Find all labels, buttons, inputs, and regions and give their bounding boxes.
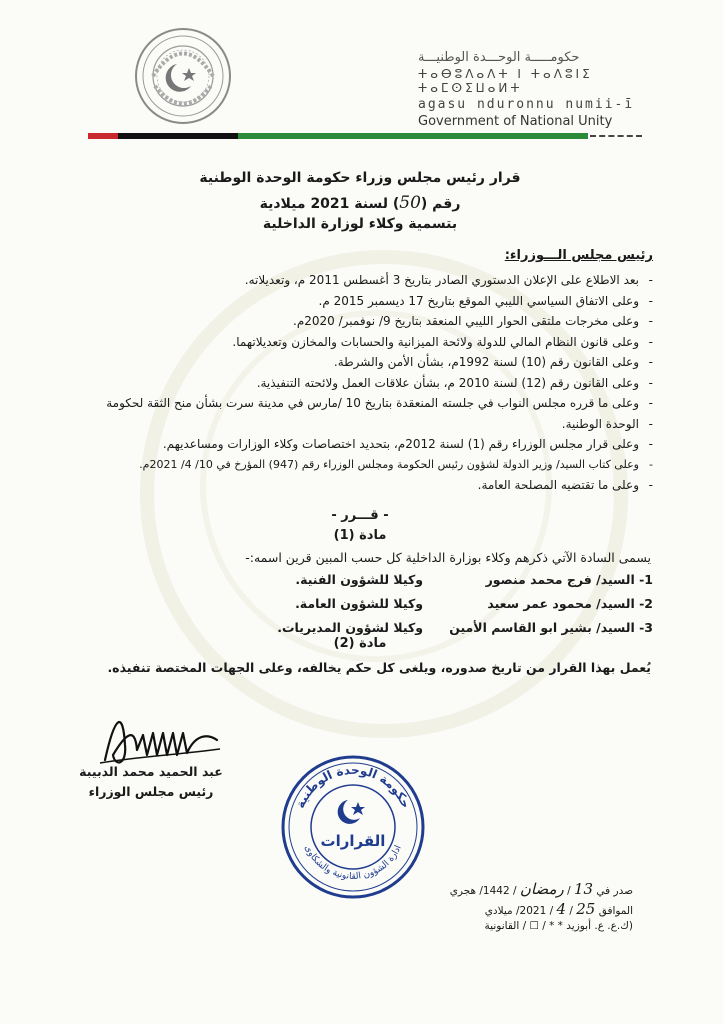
preamble-clause: - بعد الاطلاع على الإعلان الدستوري الصادر بتاريخ 3 أغسطس 2011 م، وتعديلاته.: [73, 270, 653, 291]
flag-color-bar: [88, 133, 588, 139]
preamble-clause: - وعلى مخرجات ملتقى الحوار الليبي المنعقد بتاريخ 9/ نوفمبر/ 2020م.: [73, 311, 653, 332]
preamble-clause-list: [73, 270, 653, 496]
appointee-name: 3- السيد/ بشير ابو القاسم الأمين: [449, 620, 653, 635]
preamble-clause: - وعلى ما قرره مجلس النواب في جلسته المنعقدة بتاريخ 10 /مارس في مدينة سرت بشأن منح الثقة لحكومة: [73, 393, 653, 414]
article-2-title: مادة (2): [333, 636, 387, 651]
government-name-english: Government of National Unity: [418, 114, 613, 129]
greg-month: 4: [556, 900, 567, 918]
stamp-bottom-text: ادارة الشؤون القانونية والشكاوى: [302, 843, 404, 882]
appointee-role: وكيلا للشؤون العامة.: [295, 596, 423, 611]
preamble-clause: - وعلى القانون رقم (10) لسنة 1992م، بشأن الأمن والشرطة.: [73, 352, 653, 373]
issue-date-gregorian: الموافق 25 / 4 / 2021/ ميلادي: [484, 900, 633, 918]
preamble-clause: - وعلى قرار مجلس الوزراء رقم (1) لسنة 2012م، بتحديد اختصاصات وكلاء الوزارات ومساعديهم.: [73, 434, 653, 455]
preamble-clause: - وعلى كتاب السيد/ وزير الدولة لشؤون رئيس الحكومة ومجلس الوزراء رقم (947) المؤرخ في 10/ 4/ 2021م.: [73, 455, 653, 476]
government-emblem-icon: [133, 26, 233, 126]
hijri-month: رمضان: [519, 880, 564, 898]
hijri-year: 1442/ هجري: [449, 885, 510, 897]
appointee-name: 1- السيد/ فرج محمد منصور: [485, 572, 653, 587]
preamble-heading: رئيس مجلس الـــوزراء:: [504, 248, 653, 263]
preamble-clause: - وعلى ما تقتضيه المصلحة العامة.: [73, 475, 653, 496]
appointee-role: وكيلا للشؤون الفنية.: [295, 572, 423, 587]
official-stamp: [278, 752, 428, 902]
decision-number-line: [160, 193, 560, 213]
greg-year: 2021/ ميلادي: [484, 905, 547, 917]
issue-date-hijri: صدر في 13 / رمضان / 1442/ هجري: [449, 880, 633, 898]
government-name-amazigh: agasu nduronnu numii-ī: [418, 97, 635, 112]
decision-number-prefix: رقم (: [420, 196, 461, 212]
decision-number: 50: [399, 193, 421, 213]
article-1-intro: يسمى السادة الآتي ذكرهم وكلاء بوزارة الداخلية كل حسب المبين قرين اسمه:-: [245, 550, 651, 565]
decision-number-suffix: ) لسنة 2021 ميلادية: [259, 196, 400, 212]
government-name-block: [418, 50, 648, 129]
article-2-text: يُعمل بهذا القرار من تاريخ صدوره، ويلغى كل حكم يخالفه، وعلى الجهات المختصة تنفيذه.: [107, 660, 651, 675]
stamp-top-text: حكومة الوحدة الوطنية: [292, 762, 414, 811]
decided-heading: - قـــرر -: [331, 508, 389, 523]
signatory-title: رئيس مجلس الوزراء: [88, 784, 214, 799]
preamble-clause: - وعلى الاتفاق السياسي الليبي الموقع بتاريخ 17 ديسمبر 2015 م.: [73, 291, 653, 312]
government-name-arabic: حكومـــــة الوحـــدة الوطنيـــة: [418, 50, 580, 65]
decision-title: قرار رئيس مجلس وزراء حكومة الوحدة الوطنية: [199, 170, 521, 186]
article-1-title: مادة (1): [333, 528, 387, 543]
header-dashed-line: [590, 135, 642, 137]
appointee-role: وكيلا لشؤون المديريات.: [277, 620, 423, 635]
government-name-tifinagh: ⵜⴰⴱⵓⴷⴰⴷⵜ ⵏ ⵜⴰⴷⵓⵏⵉ ⵜⴰⵎⵙⵉⵡⴰⵍⵜ: [418, 67, 593, 95]
reference-line: (ك.ع. ع. أبوزيد * * / ☐ / القانونية: [484, 920, 633, 932]
preamble-clause-continuation: - الوحدة الوطنية.: [73, 414, 653, 435]
signatory-name: عبد الحميد محمد الدبيبة: [79, 764, 223, 779]
appointee-name: 2- السيد/ محمود عمر سعيد: [487, 596, 653, 611]
decision-subject: بتسمية وكلاء لوزارة الداخلية: [262, 216, 458, 232]
stamp-center-text: القرارات: [320, 832, 386, 850]
hijri-day: 13: [573, 880, 594, 898]
greg-day: 25: [576, 900, 596, 918]
preamble-clause: - وعلى قانون النظام المالي للدولة ولائحة الميزانية والحسابات والمخازن وتعديلاتهما.: [73, 332, 653, 353]
preamble-clause: - وعلى القانون رقم (12) لسنة 2010 م، بشأن علاقات العمل ولائحته التنفيذية.: [73, 373, 653, 394]
